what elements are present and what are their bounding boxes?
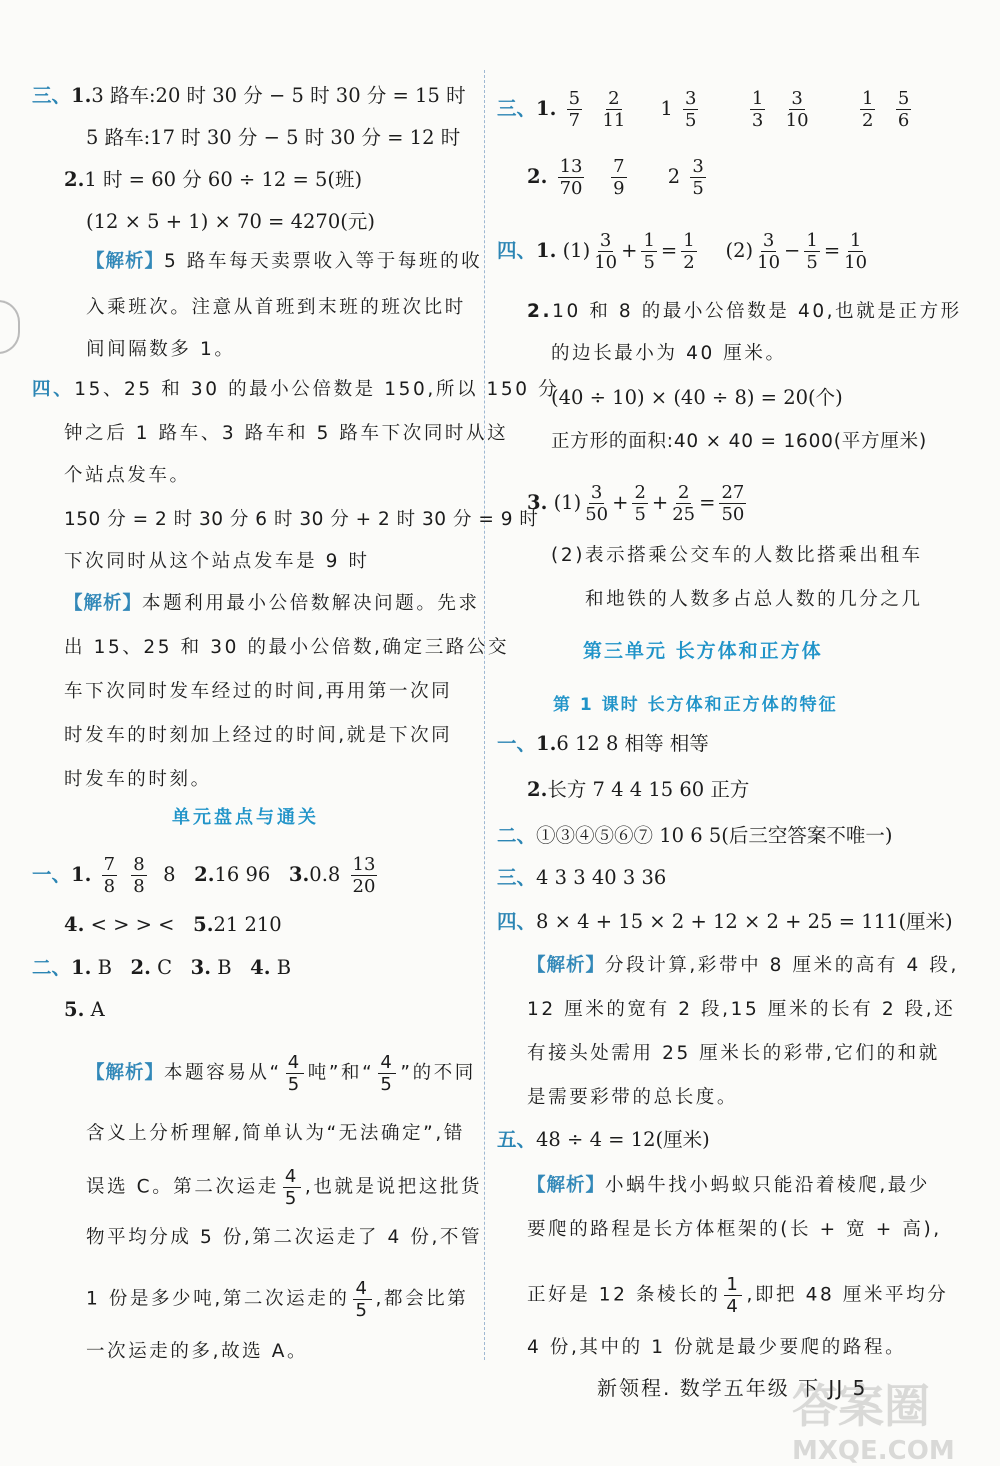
fraction: $\frac{3}{10}$	[757, 230, 781, 273]
left-s3-explain3: 间间隔数多 1。	[86, 339, 236, 360]
analysis-tag: 【解析】	[64, 593, 143, 614]
left-s4-line5: 下次同时从这个站点发车是 9 时	[64, 551, 370, 572]
unit-three-title: 第三单元 长方体和正方体	[583, 640, 823, 662]
left-s3-explain1: 【解析】5 路车每天卖票收入等于每班的收	[86, 251, 483, 272]
right-s4-line5: 正方形的面积:40 × 40 = 1600(平方厘米)	[551, 431, 927, 452]
fraction: $\frac{5}{7}$	[568, 88, 581, 131]
fraction: $\frac{1}{2}$	[683, 230, 695, 273]
fraction: $\frac{1}{4}$	[726, 1274, 741, 1317]
right-t4-line: 四、8 × 4 + 15 × 2 + 12 × 2 + 25 = 111(厘米)	[497, 910, 953, 933]
left-u1-line2: 4. < > > < 5.21 210	[64, 913, 282, 936]
right-t5-line: 五、48 ÷ 4 = 12(厘米)	[497, 1128, 710, 1151]
left-u2-line1: 二、1. B 2. C 3. B 4. B	[32, 956, 292, 979]
right-s4-line8: 和地铁的人数多占总人数的几分之几	[585, 589, 923, 610]
right-s4-line4: (40 ÷ 10) × (40 ÷ 8) = 20(个)	[551, 386, 843, 409]
right-s3-row2: 2. $\frac{13}{70}$ $\frac{7}{9}$ 2 $\frac{3}{5}$	[527, 156, 704, 199]
analysis-tag: 【解析】	[86, 1062, 165, 1084]
left-u1-line1: 一、1. $\frac{7}{8}$ $\frac{8}{8}$ 8 2.16 96 3.0.8 $\frac{13}{20}$	[32, 854, 376, 897]
analysis-tag: 【解析】	[527, 955, 606, 976]
left-s4-explain2: 出 15、25 和 30 的最小公倍数,确定三路公交	[64, 637, 510, 658]
left-u2-explain6: 一次运走的多,故选 A。	[86, 1341, 309, 1362]
fraction: $\frac{2}{5}$	[634, 482, 646, 525]
right-t4-explain1: 【解析】分段计算,彩带中 8 厘米的高有 4 段,	[527, 955, 959, 976]
left-s4-explain4: 时发车的时刻加上经过的时间,就是下次同	[64, 725, 453, 746]
left-s3-line4: (12 × 5 + 1) × 70 = 4270(元)	[86, 210, 375, 233]
right-t5-explain2: 要爬的路程是长方体框架的(长 + 宽 + 高),	[527, 1219, 942, 1240]
fraction: $\frac{4}{5}$	[287, 1052, 302, 1095]
right-t5-explain4: 4 份,其中的 1 份就是最少要爬的路程。	[527, 1337, 907, 1358]
fraction: $\frac{1}{2}$	[861, 88, 874, 131]
left-u2-explain3: 误选 C。第二次运走 $\frac{4}{5}$ ,也就是说把这批货	[86, 1166, 483, 1209]
left-s4-line1: 四、15、25 和 30 的最小公倍数是 150,所以 150 分	[32, 379, 560, 400]
right-s4-line1: 四、1. (1) $\frac{3}{10}$ + $\frac{1}{5}$ = $\frac{1}{2}$ (2) $\frac{3}{10}$ − $\frac{1}{5}$ = $\frac{1}{10}$	[497, 230, 868, 273]
left-u2-explain4: 物平均分成 5 份,第二次运走了 4 份,不管	[86, 1227, 483, 1248]
unit-review-title: 单元盘点与通关	[172, 807, 319, 828]
left-s3-line3: 2.1 时 = 60 分 60 ÷ 12 = 5(班)	[64, 168, 363, 191]
left-s3-line1: 三、1.3 路车:20 时 30 分 − 5 时 30 分 = 15 时	[32, 84, 466, 107]
fraction: $\frac{3}{5}$	[684, 88, 697, 131]
fraction: $\frac{1}{3}$	[751, 88, 764, 131]
left-u2-explain1: 【解析】本题容易从“ $\frac{4}{5}$ 吨”和“ $\frac{4}{5}$ ”的不同	[86, 1052, 476, 1095]
right-s3-row1: 三、1. $\frac{5}{7}$ $\frac{2}{11}$ 1 $\frac{3}{5}$ $\frac{1}{3}$ $\frac{3}{10}$ $\frac{1}{2}$ $\frac{5}{6}$	[497, 88, 910, 131]
right-t2-line: 二、①③④⑤⑥⑦ 10 6 5(后三空答案不唯一)	[497, 824, 893, 847]
fraction: $\frac{2}{25}$	[672, 482, 696, 525]
lesson-one-title: 第 1 课时 长方体和正方体的特征	[553, 695, 838, 715]
right-t1-line1: 一、1.6 12 8 相等 相等	[497, 732, 709, 755]
left-s4-explain1: 【解析】本题利用最小公倍数解决问题。先求	[64, 593, 480, 614]
fraction: $\frac{3}{5}$	[692, 156, 704, 199]
fraction: $\frac{4}{5}$	[355, 1278, 370, 1321]
right-s4-line7: (2)表示搭乘公交车的人数比搭乘出租车	[551, 545, 923, 566]
watermark-logo: 答案圈 MXQE.COM	[792, 1379, 955, 1466]
right-t4-explain3: 有接头处需用 25 厘米长的彩带,它们的和就	[527, 1043, 940, 1064]
left-s4-line4: 150 分 = 2 时 30 分 6 时 30 分 + 2 时 30 分 = 9 时	[64, 509, 539, 530]
left-s4-explain5: 时发车的时刻。	[64, 769, 212, 790]
fraction: $\frac{4}{5}$	[380, 1052, 395, 1095]
fraction: $\frac{3}{10}$	[785, 88, 809, 131]
fraction: $\frac{4}{5}$	[284, 1166, 299, 1209]
fraction: $\frac{3}{10}$	[594, 230, 618, 273]
right-t4-explain2: 12 厘米的宽有 2 段,15 厘米的长有 2 段,还	[527, 999, 956, 1020]
fraction: $\frac{1}{5}$	[806, 230, 818, 273]
left-u2-explain5: 1 份是多少吨,第二次运走的 $\frac{4}{5}$ ,都会比第	[86, 1278, 469, 1321]
left-u2-line2: 5. A	[64, 998, 105, 1021]
left-s4-explain3: 车下次同时发车经过的时间,再用第一次同	[64, 681, 453, 702]
fraction: $\frac{1}{5}$	[643, 230, 655, 273]
fraction: $\frac{13}{20}$	[352, 854, 376, 897]
fraction: $\frac{7}{8}$	[103, 854, 116, 897]
left-s4-line3: 个站点发车。	[64, 465, 191, 486]
analysis-tag: 【解析】	[527, 1175, 606, 1196]
fraction: $\frac{5}{6}$	[897, 88, 910, 131]
right-t5-explain3: 正好是 12 条棱长的 $\frac{1}{4}$ ,即把 48 厘米平均分	[527, 1274, 949, 1317]
right-t4-explain4: 是需要彩带的总长度。	[527, 1087, 739, 1108]
analysis-tag: 【解析】	[86, 251, 165, 272]
fraction: $\frac{2}{11}$	[602, 88, 626, 131]
left-s3-line2: 5 路车:17 时 30 分 − 5 时 30 分 = 12 时	[86, 126, 461, 149]
left-s4-line2: 钟之后 1 路车、3 路车和 5 路车下次同时从这	[64, 423, 509, 444]
left-u2-explain2: 含义上分析理解,简单认为“无法确定”,错	[86, 1123, 465, 1144]
column-divider	[484, 70, 485, 1360]
fraction: $\frac{3}{50}$	[585, 482, 609, 525]
left-s3-explain2: 入乘班次。注意从首班到末班的班次比时	[86, 297, 466, 318]
right-s4-line3: 的边长最小为 40 厘米。	[551, 343, 787, 364]
right-s4-line2: 2.10 和 8 的最小公倍数是 40,也就是正方形	[527, 301, 962, 322]
right-t5-explain1: 【解析】小蜗牛找小蚂蚁只能沿着棱爬,最少	[527, 1175, 930, 1196]
fraction: $\frac{27}{50}$	[721, 482, 745, 525]
right-t3-line: 三、4 3 3 40 3 36	[497, 866, 667, 889]
fraction: $\frac{7}{9}$	[613, 156, 625, 199]
right-t1-line2: 2.长方 7 4 4 15 60 正方	[527, 778, 750, 801]
fraction: $\frac{1}{10}$	[844, 230, 868, 273]
page-footer: 新领程. 数学五年级 下 JJ 5	[597, 1376, 868, 1400]
page-curl-mark	[0, 300, 20, 354]
right-s4-line6: 3. (1) $\frac{3}{50}$ + $\frac{2}{5}$ + $\frac{2}{25}$ = $\frac{27}{50}$	[527, 482, 745, 525]
fraction: $\frac{8}{8}$	[133, 854, 145, 897]
fraction: $\frac{13}{70}$	[559, 156, 583, 199]
